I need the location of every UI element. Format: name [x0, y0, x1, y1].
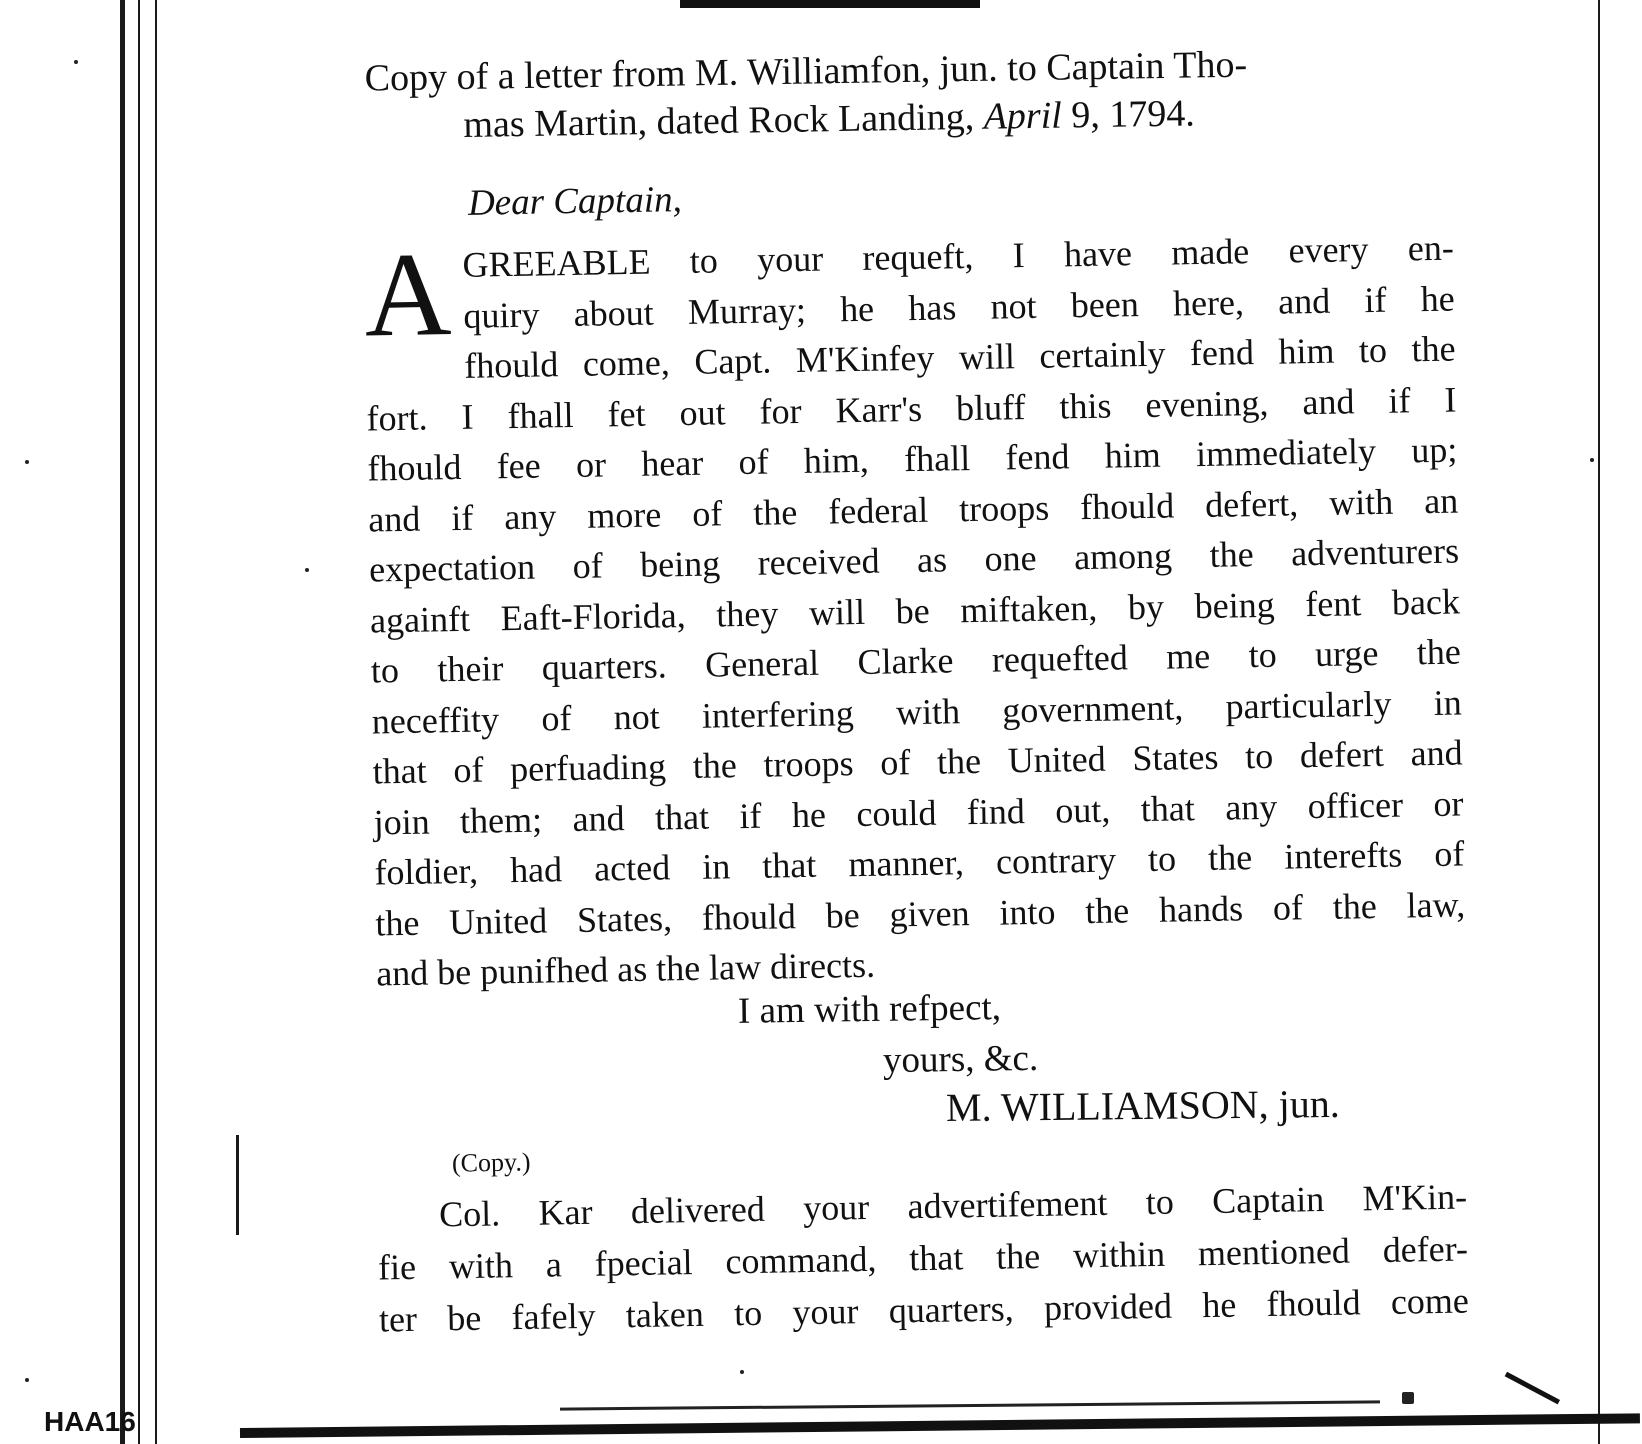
page-edge-line — [1598, 0, 1600, 1444]
scan-speck — [740, 1370, 744, 1374]
corner-mark — [1500, 1372, 1560, 1413]
signature: M. WILLIAMSON, jun. — [945, 1080, 1340, 1131]
postscript-line: Col. Kar delivered your advertifement to Captain M'Kin- — [438, 1176, 1468, 1235]
scan-speck — [1402, 1392, 1414, 1404]
drop-cap: A — [363, 227, 453, 362]
scan-speck — [305, 568, 309, 572]
body-line: fort. I fhall fet out for Karr's bluff this evening, and if I — [366, 379, 1457, 439]
heading-place: mas Martin, dated Rock Landing, — [463, 95, 984, 146]
body-line: the United States, fhould be given into the hands of the law, — [375, 883, 1466, 943]
salutation: Dear Captain, — [467, 179, 683, 224]
heading-date: 9, 1794. — [1061, 92, 1196, 137]
scan-speck — [25, 460, 29, 464]
heading-month: April — [983, 94, 1063, 138]
body-line: fhould fee or hear of him, fhall fend him immediately up; — [367, 429, 1458, 489]
archive-id-label: HAA16 — [44, 1406, 136, 1437]
closing-line-1: I am with refpect, — [737, 987, 1002, 1032]
postscript — [377, 1171, 1470, 1346]
scan-speck — [25, 1378, 29, 1382]
binding-line — [155, 0, 157, 1444]
body-line: againft Eaft-Florida, they will be miftaken, by being fent back — [369, 580, 1461, 641]
body-line: GREEABLE to your requeft, I have made every en- — [462, 227, 1455, 285]
copy-label: (Copy.) — [451, 1147, 531, 1178]
body-line: expectation of being received as one among the adventurers — [368, 530, 1460, 590]
scan-speck — [1590, 458, 1594, 462]
scan-mark — [236, 1135, 239, 1235]
body-line: and if any more of the federal troops fhould defert, with an — [367, 480, 1459, 540]
body-line: quiry about Murray; he has not been here, and if he — [463, 278, 1455, 336]
postscript-line: fie with a fpecial command, that the within mentioned defer- — [377, 1228, 1469, 1288]
bottom-edge-bar — [240, 1413, 1640, 1438]
body-line: and be punifhed as the law directs. — [375, 944, 876, 994]
body-line: foldier, had acted in that manner, contrary to the interefts of — [374, 833, 1465, 893]
letter-heading — [364, 38, 1445, 151]
body-line: fhould come, Capt. M'Kinfey will certainly fend him to the — [463, 328, 1456, 386]
body-line: that of perfuading the troops of the United States to defert and — [372, 732, 1463, 792]
body-line: join them; and that if he could find out, that any officer or — [373, 782, 1464, 842]
postscript-line: ter be fafely taken to your quarters, provided he fhould come — [378, 1280, 1470, 1340]
closing-line-2: yours, &c. — [882, 1037, 1039, 1082]
binding-line — [138, 0, 140, 1444]
binding-line — [120, 0, 125, 1444]
bottom-edge-line — [560, 1400, 1380, 1410]
body-line: to their quarters. General Clarke requefted me to urge the — [370, 631, 1462, 691]
scan-speck — [74, 60, 78, 64]
top-edge-bar — [680, 0, 980, 8]
letter-body — [363, 223, 1466, 999]
body-line: neceffity of not interfering with government, particularly in — [371, 681, 1463, 741]
heading-line-1: Copy of a letter from M. Williamfon, jun. to Captain Tho- — [364, 43, 1248, 100]
